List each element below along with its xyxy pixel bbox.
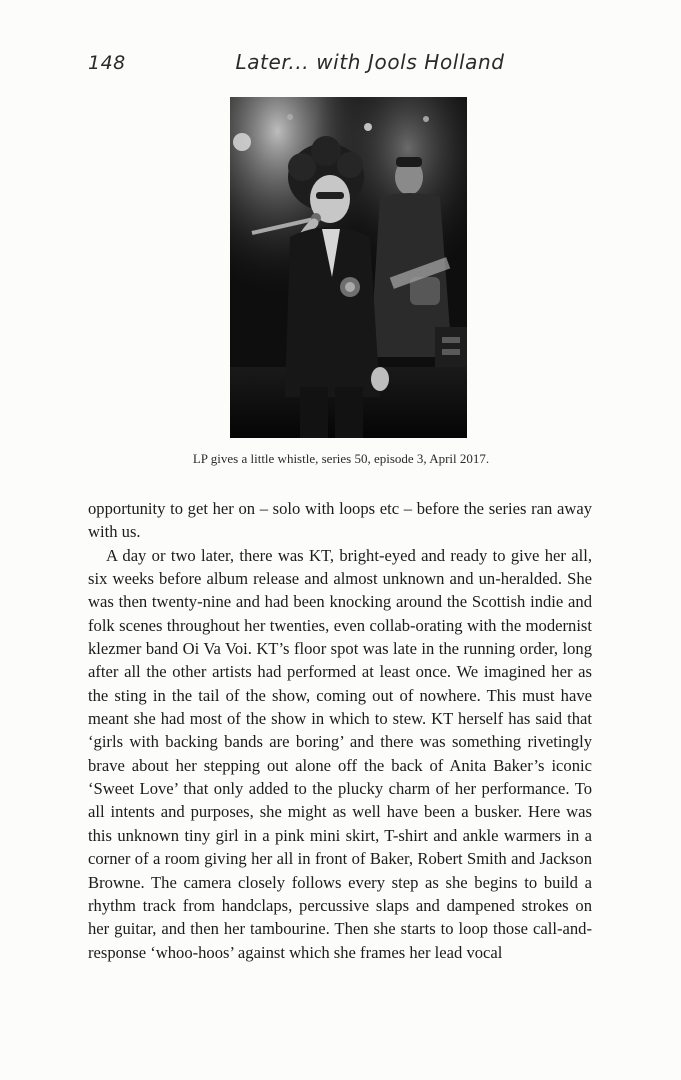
body-text <box>88 497 592 964</box>
performance-photo <box>230 97 467 438</box>
paragraph: A day or two later, there was KT, bright-eyed and ready to give her all, six weeks before album release and almost unknown and un-heralded. She was then twenty-nine and had been knocking around the Scottish indie and folk scenes throughout her twenties, even collab-orating with the modernist klezmer band Oi Va Voi. KT’s floor spot was late in the running order, long after all the other artists had performed at least once. We imagined her as the sting in the tail of the show, coming out of nowhere. This must have meant she had most of the show in which to stew. KT herself has said that ‘girls with backing bands are boring’ and there was something rivetingly brave about her stepping out alone off the back of Anita Baker’s iconic ‘Sweet Love’ that only added to the plucky charm of her performance. To all intents and purposes, she might as well have been a busker. Here was this unknown tiny girl in a pink mini skirt, T-shirt and ankle warmers in a corner of a room giving her all in front of Baker, Robert Smith and Jackson Browne. The camera closely follows every step as she begins to build a rhythm track from handclaps, percussive slaps and dampened strokes on her guitar, and then her tambourine. Then she starts to loop those call-and-response ‘whoo-hoos’ against which she frames her lead vocal <box>88 545 592 962</box>
photo-caption: LP gives a little whistle, series 50, episode 3, April 2017. <box>192 451 490 466</box>
page-number: 148 <box>88 52 126 74</box>
paragraph-continuation: opportunity to get her on – solo with loops etc – before the series ran away with us. <box>88 499 592 542</box>
running-title: Later... with Jools Holland <box>235 50 505 74</box>
